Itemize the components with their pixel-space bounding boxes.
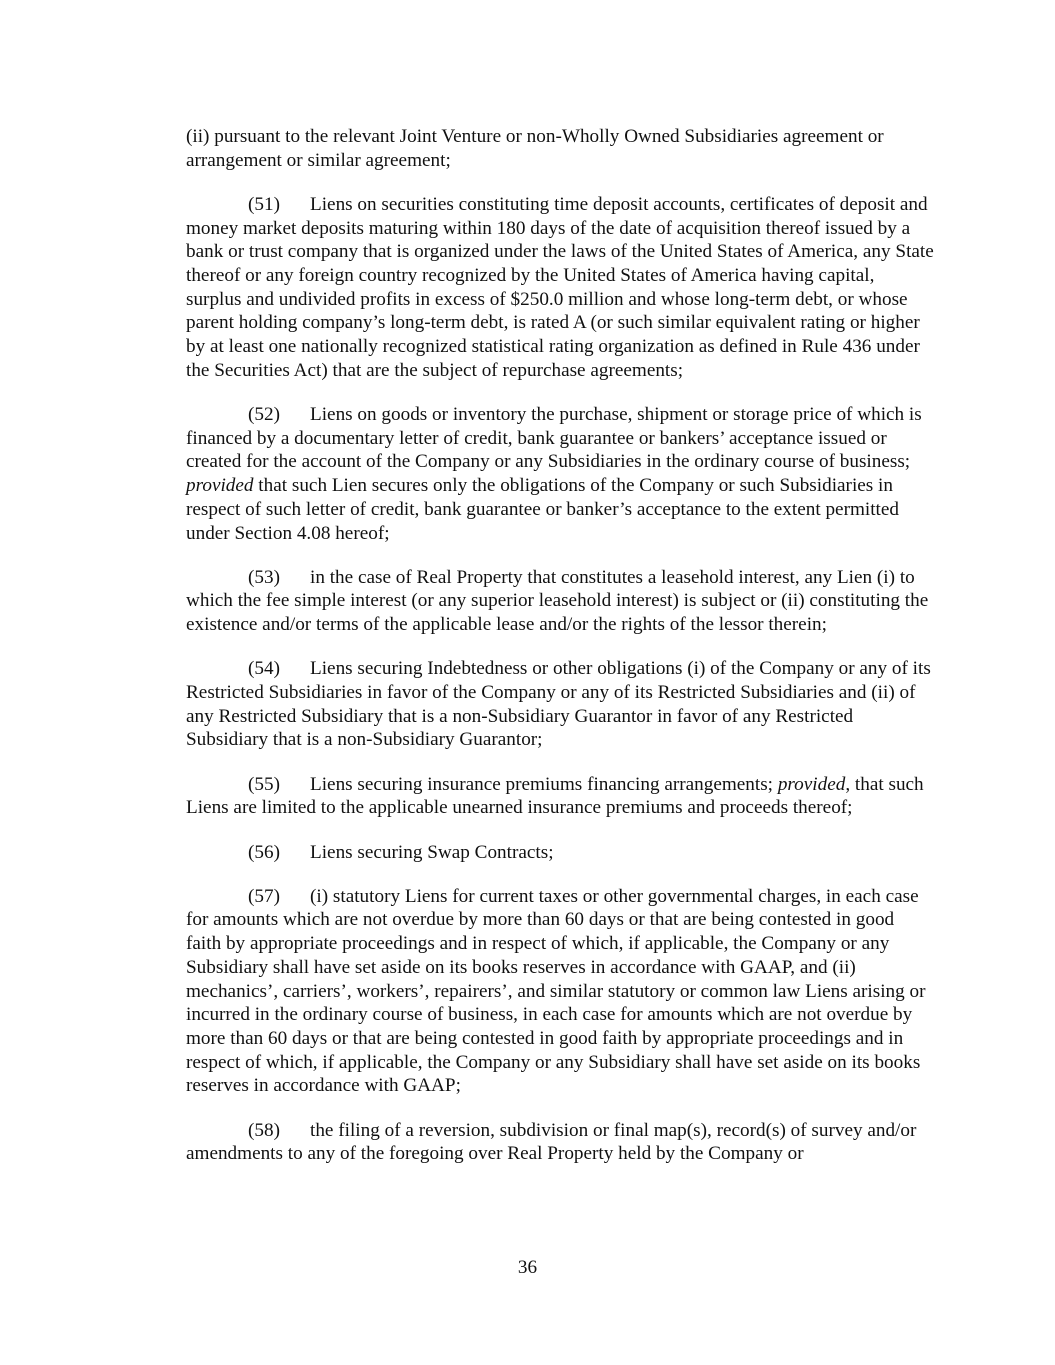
paragraph-number: (55) — [248, 773, 280, 795]
italic-term: provided — [777, 773, 846, 795]
page-number: 36 — [517, 1257, 538, 1278]
paragraph-52 — [186, 403, 934, 545]
paragraph-55 — [186, 773, 934, 820]
paragraph-text: Liens securing Indebtedness or other obligations (i) of the Company or any of its Restricted Subsidiaries in favor of the Company or any of its Restricted Subsidiaries and (ii) of any Restricted Subsidiary that is a non-Subsidiary Guarantor in favor of any Restricted Subsidiary that is a non-Subsidiary Guarantor; — [186, 658, 931, 751]
paragraph-text: (ii) pursuant to the relevant Joint Venture or non-Wholly Owned Subsidiaries agreement or arrangement or similar agreement; — [186, 126, 884, 171]
paragraph-text: the filing of a reversion, subdivision or final map(s), record(s) of survey and/or amendments to any of the foregoing over Real Property held by the Company or — [186, 1119, 917, 1165]
paragraph-text: Liens securing insurance premiums financing arrangements; — [310, 773, 778, 795]
paragraph-text: in the case of Real Property that constitutes a leasehold interest, any Lien (i) to which the fee simple interest (or any superior leasehold interest) is subject or (ii) constituting the existence and/or terms of the applicable lease and/or the rights of the lessor therein; — [186, 566, 929, 636]
paragraph-number: (51) — [248, 193, 280, 215]
paragraph-58 — [186, 1119, 934, 1166]
paragraph-number: (58) — [248, 1119, 280, 1141]
paragraph-text: that such Lien secures only the obligations of the Company or such Subsidiaries in respect of such letter of credit, bank guarantee or banker’s acceptance to the extent permitted under Section 4.08 hereof; — [186, 475, 899, 544]
paragraph-number: (52) — [248, 404, 280, 426]
paragraph-57 — [186, 885, 934, 1098]
paragraph-text: Liens on goods or inventory the purchase, shipment or storage price of which is financed by a documentary letter of credit, bank guarantee or bankers’ acceptance issued or created for the account of the Company or any Subsidiaries in the ordinary course of business; — [186, 404, 922, 473]
paragraph-continuation — [186, 125, 934, 172]
paragraph-number: (56) — [248, 841, 280, 863]
paragraph-text: Liens securing Swap Contracts; — [310, 841, 554, 863]
paragraph-text: Liens on securities constituting time deposit accounts, certificates of deposit and money market deposits maturing within 180 days of the date of acquisition thereof issued by a bank or trust company that is organized under the laws of the United States of America, any State thereof or any foreign country recognized by the United States of America having capital, surplus and undivided profits in excess of $250.0 million and whose long-term debt, or whose parent holding company’s long-term debt, is rated A (or such similar equivalent rating or higher by at least one nationally recognized statistical rating organization as defined in Rule 436 under the Securities Act) that are the subject of repurchase agreements; — [186, 193, 934, 381]
paragraph-text: , that such Liens are limited to the applicable unearned insurance premiums and proceeds thereof; — [186, 773, 924, 819]
paragraph-number: (57) — [248, 885, 280, 907]
paragraph-53 — [186, 566, 934, 637]
paragraph-number: (53) — [248, 566, 280, 588]
document-page — [186, 125, 934, 1187]
paragraph-text: (i) statutory Liens for current taxes or other governmental charges, in each case for amounts which are not overdue by more than 60 days or that are being contested in good faith by appropriate proceedings and in respect of which, if applicable, the Company or any Subsidiary shall have set aside on its books reserves in accordance with GAAP, and (ii) mechanics’, carriers’, workers’, repairers’, and similar statutory or common law Liens arising or incurred in the ordinary course of business, in each case for amounts which are not overdue by more than 60 days or that are being contested in good faith by appropriate proceedings and in respect of which, if applicable, the Company or any Subsidiary shall have set aside on its books reserves in accordance with GAAP; — [186, 885, 926, 1097]
italic-term: provided — [186, 475, 254, 497]
paragraph-number: (54) — [248, 658, 280, 680]
paragraph-56 — [186, 841, 934, 865]
paragraph-54 — [186, 657, 934, 752]
paragraph-51 — [186, 193, 934, 383]
